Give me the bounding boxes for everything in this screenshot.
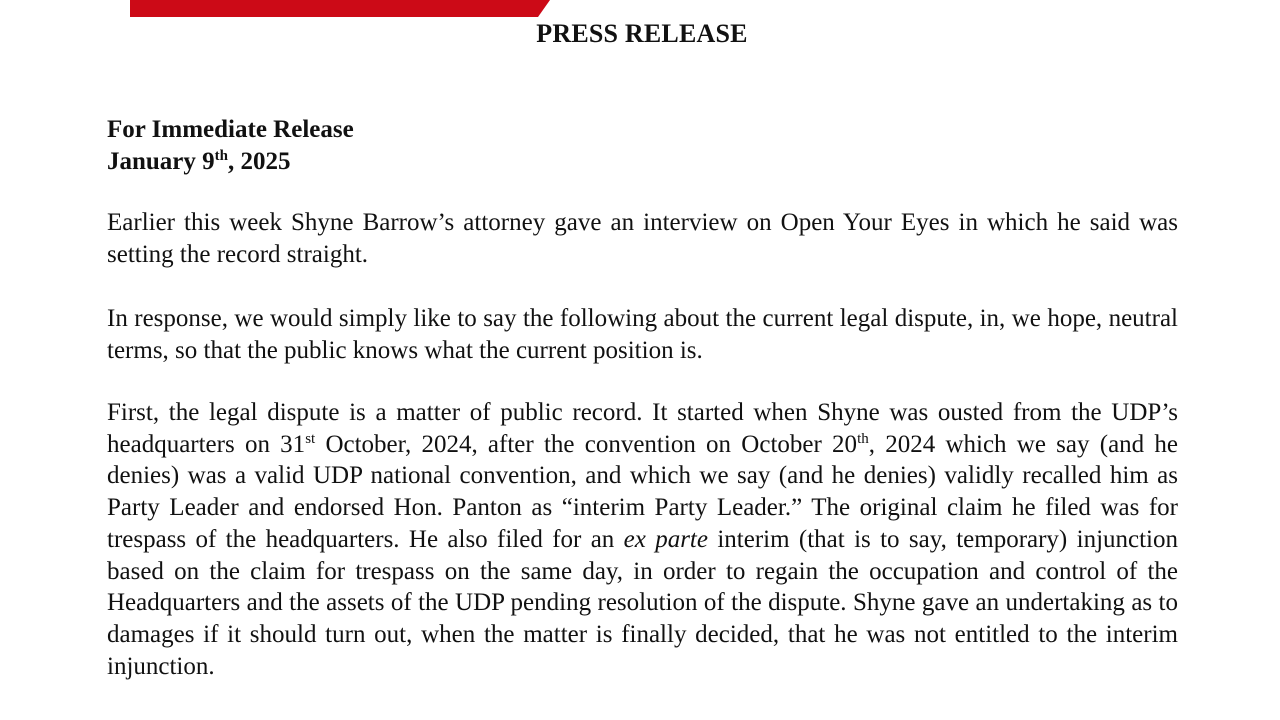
release-type: For Immediate Release xyxy=(107,116,354,143)
paragraph-3-part-4: interim (that is to say, temporary) injunction based on the claim for trespass on the same day, in order to regain the occupation and control of the Headquarters and the assets of the UDP pending resolution of the dispute. Shyne gave an undertaking as to damages if it should turn out, when the matter is finally decided, that he was not entitled to the interim injunction. xyxy=(107,525,1178,680)
release-date-rest: , 2025 xyxy=(228,147,291,175)
paragraph-3 xyxy=(107,397,1178,682)
paragraph-3-italic: ex parte xyxy=(623,525,708,553)
paragraph-3-part-2: October, 2024, after the convention on October 20 xyxy=(315,430,858,458)
paragraph-3-sup-1: st xyxy=(305,430,316,447)
paragraph-3-part-3: , 2024 which we say (and he denies) was a valid UDP national convention, and which we say (and he denies) validly recalled him as Party Leader and endorsed Hon. Panton as “interim Party Leader.” The original claim he filed was for trespass of the headquarters. He also filed for an xyxy=(107,430,1178,553)
document-title: PRESS RELEASE xyxy=(536,19,748,48)
paragraph-3-part-1: First, the legal dispute is a matter of public record. It started when Shyne was ousted from the UDP’s headquarters on 31 xyxy=(107,399,1178,458)
paragraph-3-sup-2: th xyxy=(857,430,869,447)
release-heading xyxy=(107,114,354,177)
paragraph-1: Earlier this week Shyne Barrow’s attorney gave an interview on Open Your Eyes in which he said was setting the record straight. xyxy=(107,209,1178,268)
release-date-prefix: January 9 xyxy=(107,147,215,175)
release-date-suffix: th xyxy=(214,147,228,164)
paragraph-2: In response, we would simply like to say the following about the current legal dispute, in, we hope, neutral terms, so that the public knows what the current position is. xyxy=(107,305,1178,364)
letterhead-red-bar xyxy=(130,0,550,17)
release-date xyxy=(107,146,354,178)
